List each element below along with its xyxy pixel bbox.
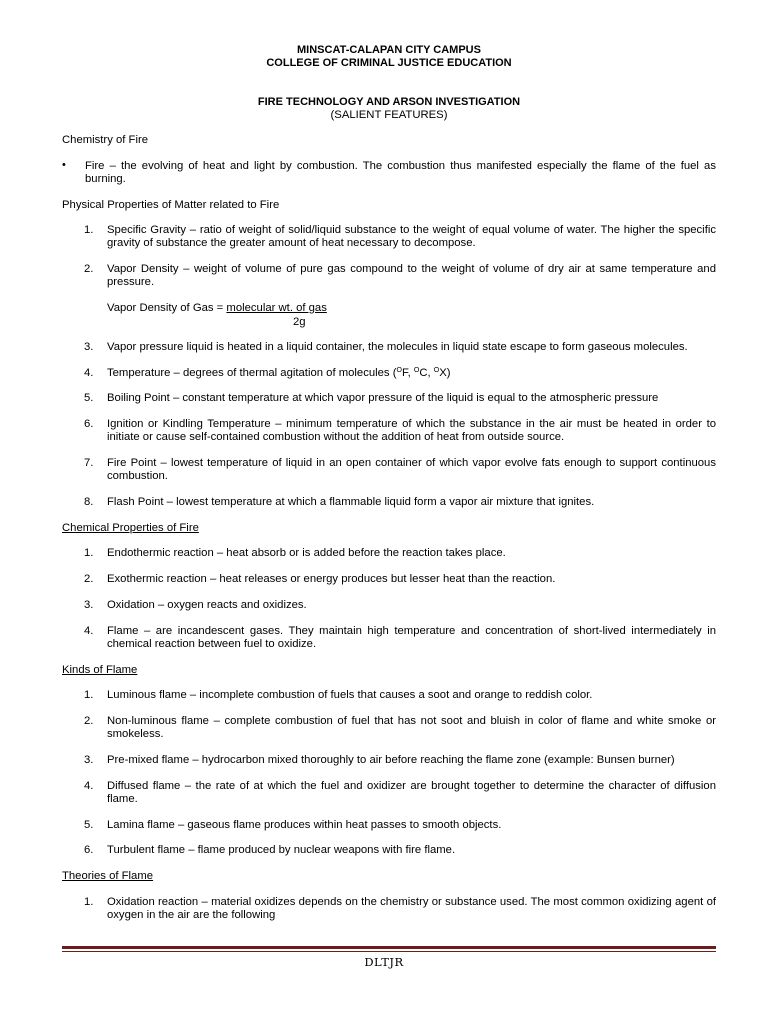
list-item-number: 5. [84,819,94,831]
list-item-number: 3. [84,754,94,766]
degree-superscript: O [433,367,440,374]
list-item-text: Pre-mixed flame – hydrocarbon mixed thoroughly to air before reaching the flame zone (example: Bunsen burner) [107,754,675,766]
list-item-number: 8. [84,496,94,508]
list-item-number: 4. [84,780,94,792]
formula-label: Vapor Density of Gas = [107,302,227,314]
footer-rule-thin [62,951,716,952]
list-item-number: 4. [84,625,94,637]
document-subtitle: (SALIENT FEATURES) [330,109,448,121]
list-item-number: 6. [84,418,94,430]
list-item-text: Flame – are incandescent gases. They maintain high temperature and concentration of short-lived intermediately in chemical reaction between fuel to oxidize. [107,625,716,650]
college-name: COLLEGE OF CRIMINAL JUSTICE EDUCATION [266,57,512,69]
list-item-text: Endothermic reaction – heat absorb or is added before the reaction takes place. [107,547,506,559]
section-heading-kinds: Kinds of Flame [62,664,138,676]
list-item-number: 5. [84,392,94,404]
list-item-number: 2. [84,263,94,275]
list-item-number: 2. [84,573,94,585]
list-item-number: 1. [84,547,94,559]
list-item-text: Luminous flame – incomplete combustion of fuels that causes a soot and orange to reddish color. [107,689,593,701]
list-item-text: Diffused flame – the rate of at which the fuel and oxidizer are brought together to determine the character of diffusion flame. [107,780,716,805]
list-item-text: Boiling Point – constant temperature at which vapor pressure of the liquid is equal to the atmospheric pressure [107,392,659,404]
document-page [62,0,716,1024]
list-item-number: 1. [84,689,94,701]
footer-initials: DLTJR [364,955,404,969]
list-item-text: Fire – the evolving of heat and light by combustion. The combustion thus manifested especially the flame of the fuel as burning. [85,160,716,185]
list-item-number: 2. [84,715,94,727]
list-item-text: Flash Point – lowest temperature at which a flammable liquid form a vapor air mixture that ignites. [107,496,595,508]
list-item-number: 1. [84,896,94,908]
campus-name: MINSCAT-CALAPAN CITY CAMPUS [297,44,481,56]
list-item-text: Oxidation – oxygen reacts and oxidizes. [107,599,307,611]
list-item-text: Non-luminous flame – complete combustion of fuel that has not soot and bluish in color of flame and white smoke or smokeless. [107,715,716,740]
list-item-text: Oxidation reaction – material oxidizes depends on the chemistry or substance used. The most common oxidizing agent of oxygen in the air are the following [107,896,716,921]
formula-numerator: molecular wt. of gas [226,302,327,314]
formula-denominator: 2g [293,316,306,328]
document-title: FIRE TECHNOLOGY AND ARSON INVESTIGATION [257,96,521,108]
list-item-text: Fire Point – lowest temperature of liquid in an open container of which vapor evolve fats enough to support continuous combustion. [107,457,716,482]
list-item-number: 7. [84,457,94,469]
list-item-number: 4. [84,367,94,379]
list-item-text: Temperature – degrees of thermal agitation of molecules ($^O$F, $^O$C, $^O$X) [107,367,451,379]
degree-superscript: O [396,367,402,374]
vapor-density-formula [107,302,327,315]
list-item-number: 3. [84,341,94,353]
list-item-text: Specific Gravity – ratio of weight of solid/liquid substance to the weight of equal volume of water. The higher the specific gravity of substance the greater amount of heat necessary to decompose. [107,224,716,249]
list-item-text: Lamina flame – gaseous flame produces within heat passes to smooth objects. [107,819,502,831]
list-item-text: Ignition or Kindling Temperature – minimum temperature of which the substance in the air must be heated in order to initiate or cause self-contained combustion without the addition of heat from outside source. [107,418,716,443]
bullet-icon: • [62,159,66,171]
degree-superscript: O [413,367,420,374]
section-heading-theories: Theories of Flame [62,870,154,882]
list-item-text: Vapor pressure liquid is heated in a liquid container, the molecules in liquid state escape to form gaseous molecules. [107,341,688,353]
list-item-number: 3. [84,599,94,611]
list-item-text: Vapor Density – weight of volume of pure gas compound to the weight of volume of dry air at same temperature and pressure. [107,263,716,288]
section-heading-chemical: Chemical Properties of Fire [62,522,199,534]
section-heading-physical: Physical Properties of Matter related to Fire [62,199,280,211]
list-item-number: 1. [84,224,94,236]
section-heading-chemistry: Chemistry of Fire [62,134,148,146]
footer-rule-thick [62,946,716,949]
list-item-number: 6. [84,844,94,856]
list-item-text: Exothermic reaction – heat releases or energy produces but lesser heat than the reaction. [107,573,556,585]
list-item-text: Turbulent flame – flame produced by nuclear weapons with fire flame. [107,844,456,856]
